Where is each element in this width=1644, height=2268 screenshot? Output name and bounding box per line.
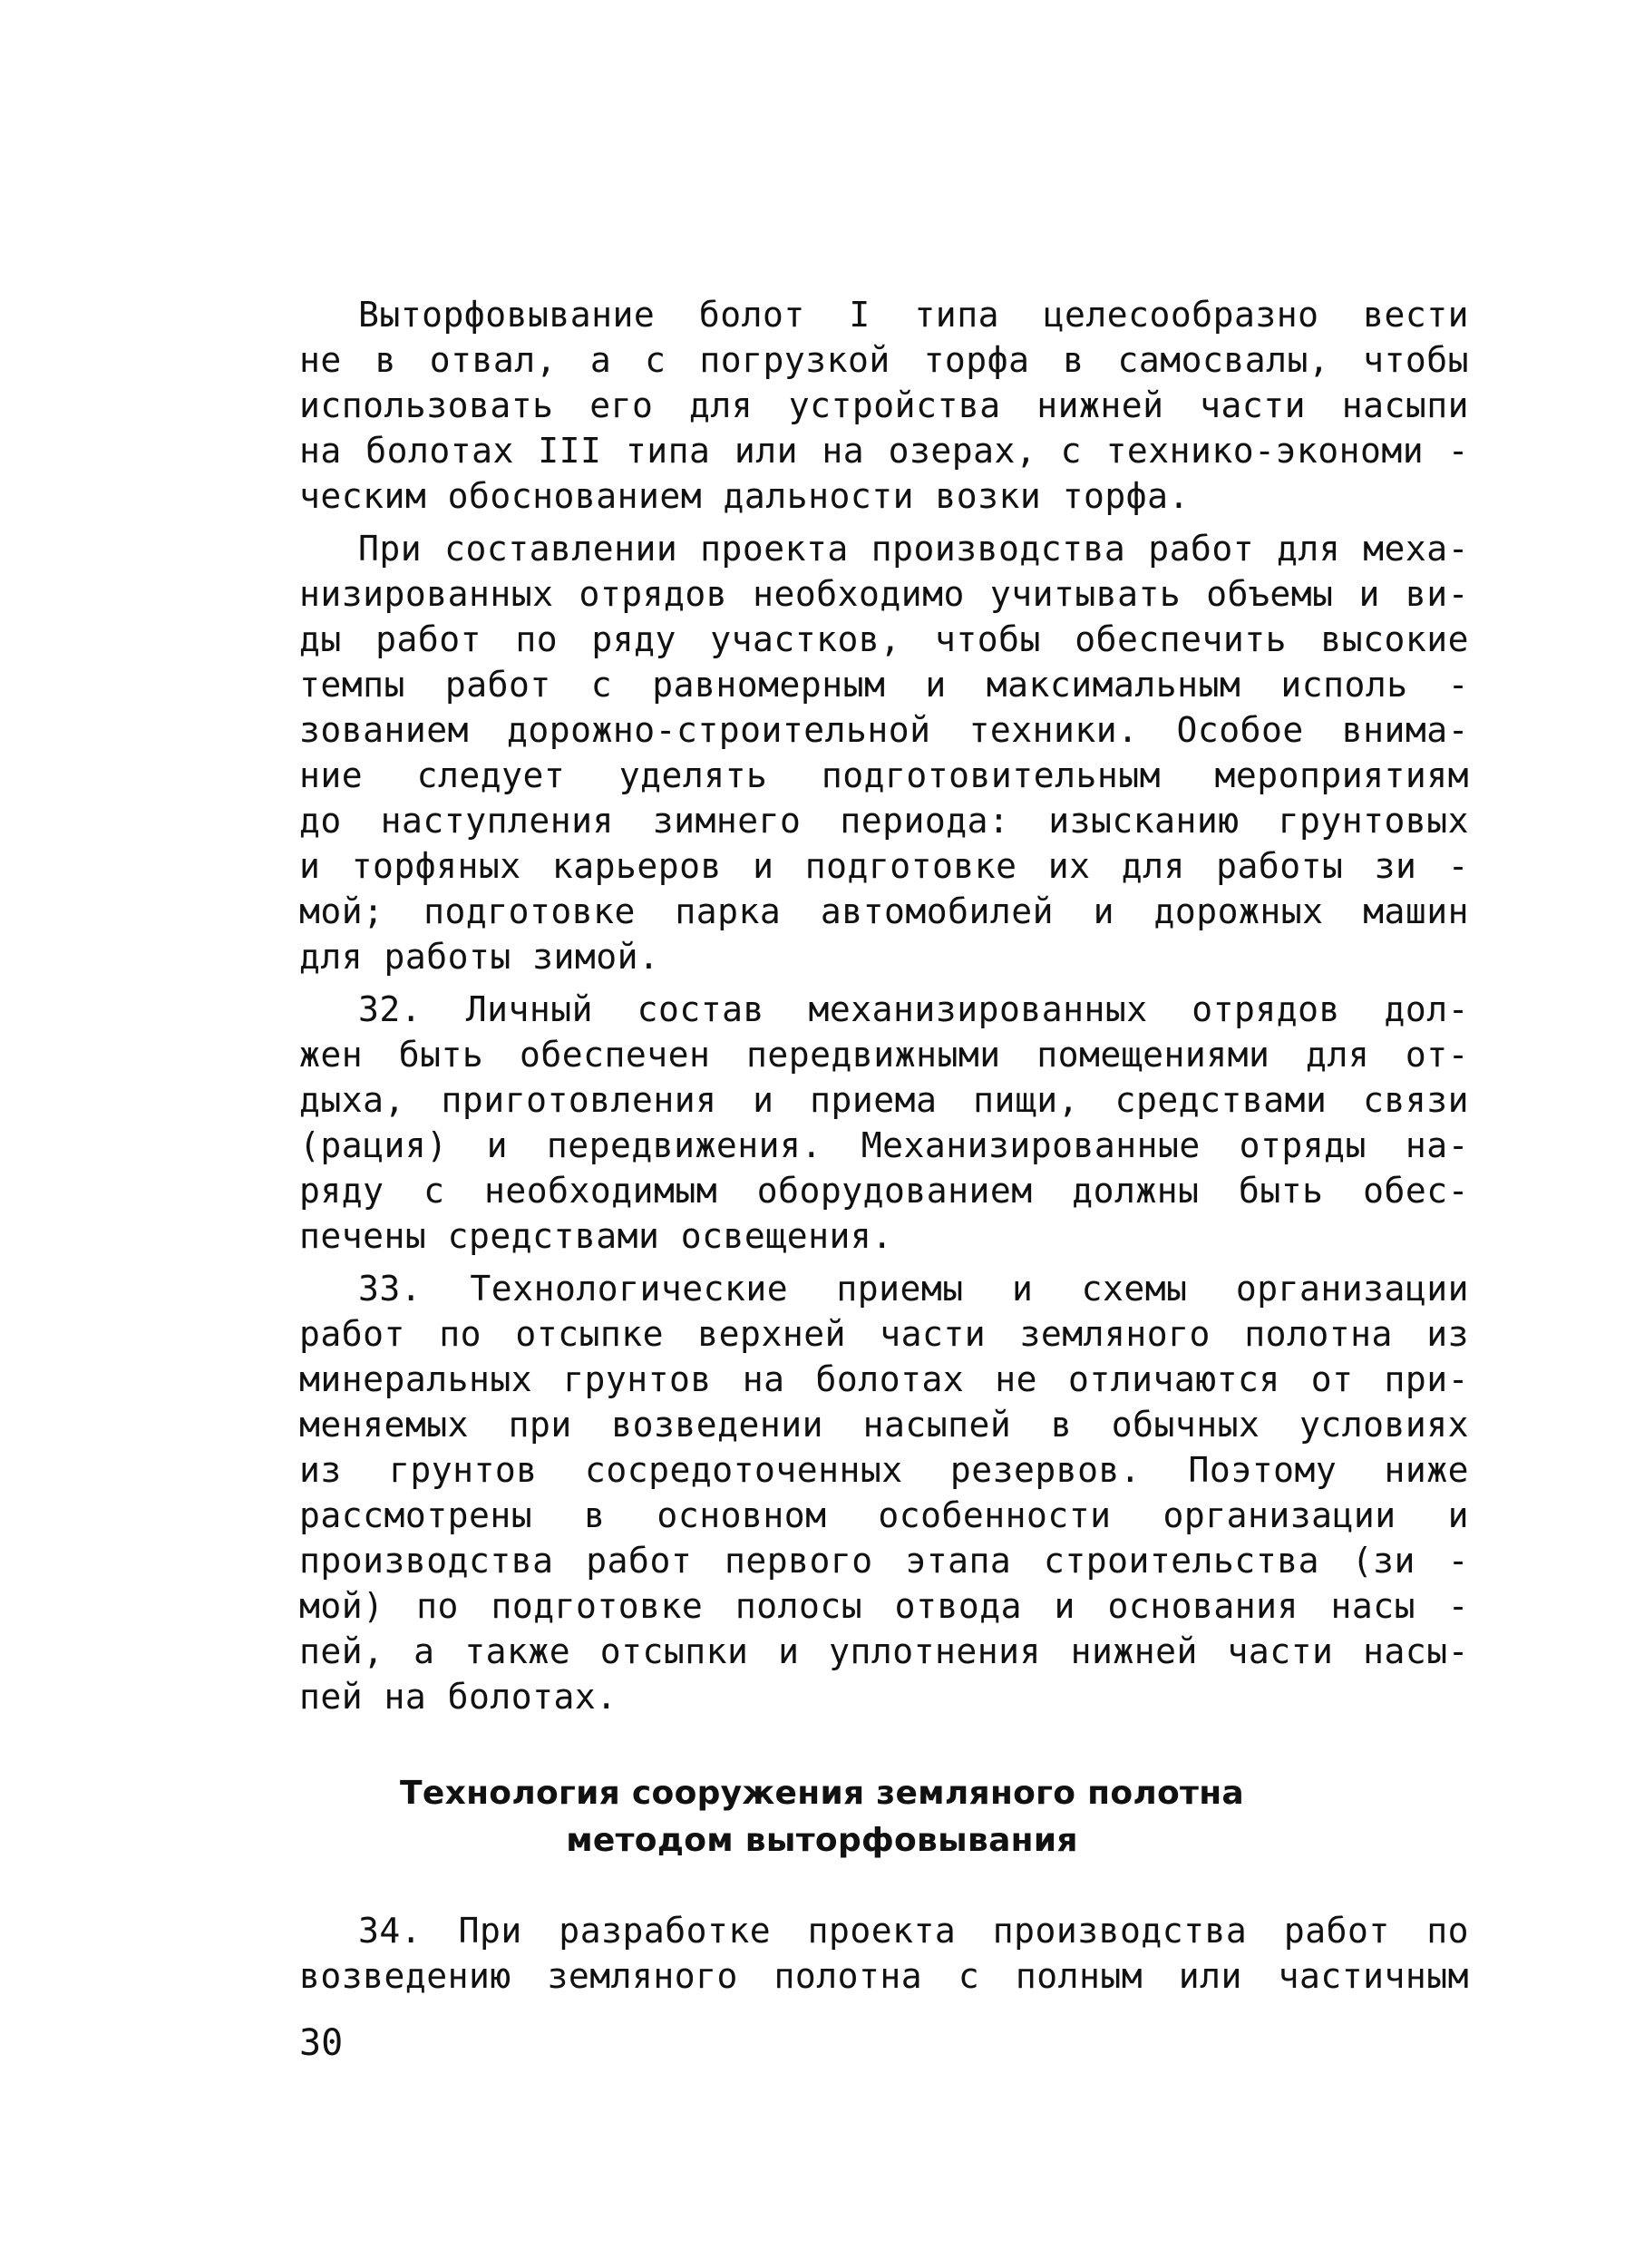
heading-line: Технология сооружения земляного полотна	[400, 1775, 1244, 1812]
text-line: темпы работ с равномерным и максимальным исполь -	[299, 665, 1469, 705]
heading-line: методом выторфовывания	[566, 1822, 1078, 1859]
text-line: зованием дорожно-строительной техники. Особое внима-	[299, 710, 1469, 750]
text-line: не в отвал, а с погрузкой торфа в самосвалы, чтобы	[299, 340, 1469, 380]
text-line: меняемых при возведении насыпей в обычных условиях	[299, 1405, 1469, 1445]
text-line: до наступления зимнего периода: изысканию грунтовых	[299, 801, 1469, 841]
text-line: низированных отрядов необходимо учитывать объемы и ви-	[299, 574, 1469, 614]
text-line: ние следует уделять подготовительным мероприятиям	[299, 755, 1469, 795]
text-line: и торфяных карьеров и подготовке их для работы зи -	[299, 846, 1469, 886]
text-line: производства работ первого этапа строительства (зи -	[299, 1541, 1469, 1581]
page-number: 30	[299, 2022, 344, 2064]
text-line: пей на болотах.	[299, 1677, 618, 1717]
text-line: 34. При разработке проекта производства работ по	[358, 1911, 1469, 1951]
text-line: мой) по подготовке полосы отвода и основания насы -	[299, 1586, 1469, 1626]
text-line: из грунтов сосредоточенных резервов. Поэтому ниже	[299, 1450, 1469, 1490]
text-line: 32. Личный состав механизированных отрядов дол-	[358, 989, 1469, 1029]
text-line: рассмотрены в основном особенности организации и	[299, 1495, 1469, 1535]
text-line: минеральных грунтов на болотах не отличаются от при-	[299, 1359, 1469, 1399]
text-line: ды работ по ряду участков, чтобы обеспечить высокие	[299, 619, 1469, 659]
text-line: использовать его для устройства нижней части насыпи	[299, 385, 1469, 425]
text-line: для работы зимой.	[299, 937, 660, 977]
text-line: печены средствами освещения.	[299, 1216, 893, 1256]
text-line: мой; подготовке парка автомобилей и дорожных машин	[299, 891, 1469, 931]
text-line: Выторфовывание болот I типа целесообразно вести	[358, 295, 1469, 335]
text-line: возведению земляного полотна с полным или частичным	[299, 1956, 1469, 1996]
text-line: (рация) и передвижения. Механизированные отряды на-	[299, 1125, 1469, 1165]
text-line: жен быть обеспечен передвижными помещениями для от-	[299, 1035, 1469, 1075]
text-line: работ по отсыпке верхней части земляного полотна из	[299, 1314, 1469, 1354]
text-line: на болотах III типа или на озерах, с технико-экономи -	[299, 431, 1469, 471]
text-line: ческим обоснованием дальности возки торфа.	[299, 476, 1190, 516]
text-line: дыха, приготовления и приема пищи, средствами связи	[299, 1080, 1469, 1120]
text-line: пей, а также отсыпки и уплотнения нижней части насы-	[299, 1631, 1469, 1671]
text-line: При составлении проекта производства работ для меха-	[358, 529, 1469, 569]
text-line: 33. Технологические приемы и схемы организации	[358, 1269, 1469, 1309]
text-line: ряду с необходимым оборудованием должны быть обес-	[299, 1171, 1469, 1211]
